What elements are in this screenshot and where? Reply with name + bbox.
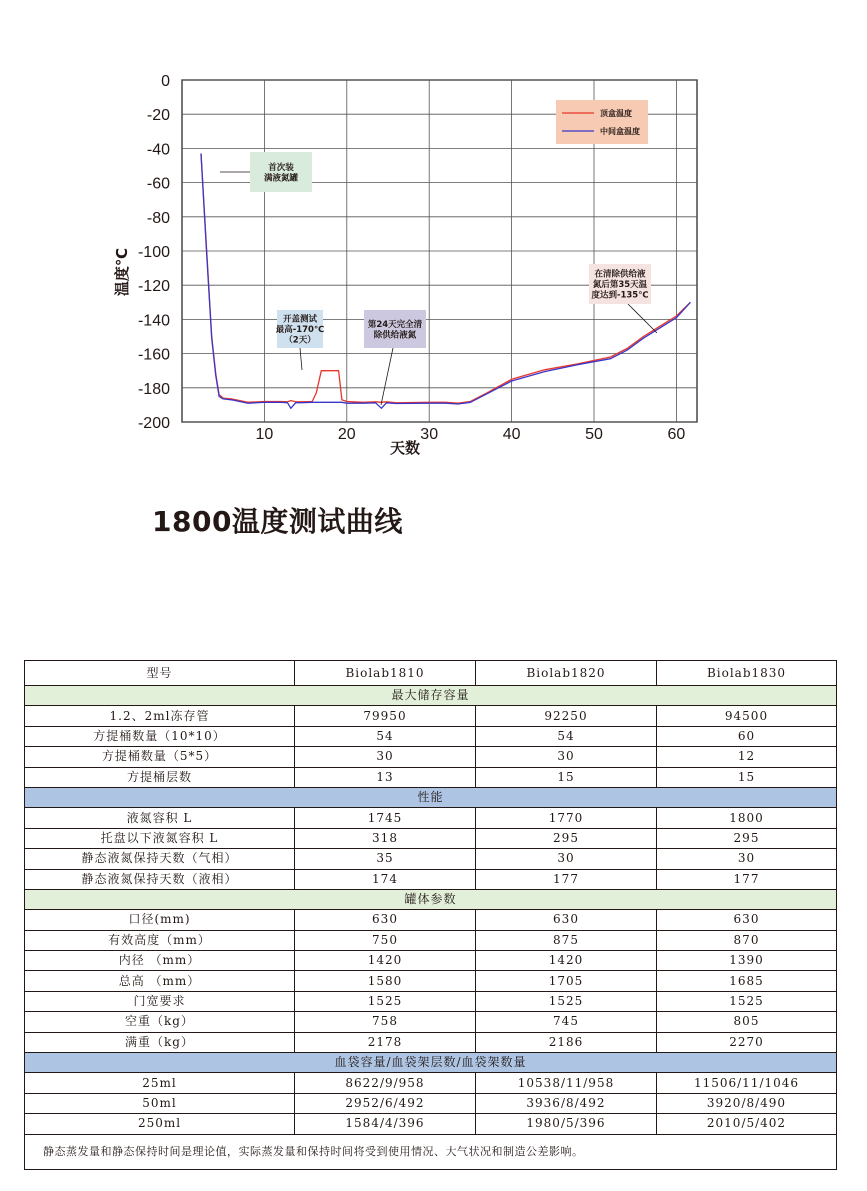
table-cell: 875 <box>476 930 657 950</box>
annotation-leader <box>628 304 657 333</box>
table-cell: 1525 <box>657 991 837 1011</box>
table-cell: 92250 <box>476 706 657 726</box>
table-cell: 79950 <box>295 706 476 726</box>
table-cell: 2952/6/492 <box>295 1093 476 1113</box>
table-cell: 1525 <box>295 991 476 1011</box>
table-cell: 870 <box>657 930 837 950</box>
legend-box <box>556 100 648 144</box>
table-row <box>25 1032 837 1052</box>
table-cell: 318 <box>295 828 476 848</box>
y-tick-label: -80 <box>146 209 170 227</box>
table-cell: 177 <box>657 869 837 889</box>
annotation-text: （2天） <box>284 335 316 346</box>
legend-entry: 中间盒温度 <box>600 127 640 136</box>
table-row <box>25 1073 837 1093</box>
table-cell: 2186 <box>476 1032 657 1052</box>
x-tick-label: 60 <box>667 426 686 443</box>
y-tick-label: -60 <box>146 175 170 193</box>
table-cell: 11506/11/1046 <box>657 1073 837 1093</box>
annotation-text: 氮后第35天温 <box>592 280 648 290</box>
table-cell: 2270 <box>657 1032 837 1052</box>
table-cell: 630 <box>295 910 476 930</box>
table-cell: 液氮容积 L <box>25 808 295 828</box>
table-cell: Biolab1810 <box>295 661 476 686</box>
table-cell: 满重（kg） <box>25 1032 295 1052</box>
chart-annotations <box>220 152 657 405</box>
table-cell: 758 <box>295 1012 476 1032</box>
section-title: 最大储存容量 <box>25 686 837 706</box>
y-tick-label: -40 <box>146 141 170 159</box>
table-cell: 750 <box>295 930 476 950</box>
x-tick-label: 40 <box>502 426 521 443</box>
annotation-text: 开盖测试 <box>282 314 318 325</box>
table-cell: 805 <box>657 1012 837 1032</box>
x-tick-label: 50 <box>585 426 603 443</box>
table-cell: 方提桶层数 <box>25 767 295 787</box>
table-cell: 1420 <box>295 951 476 971</box>
table-cell: 1685 <box>657 971 837 991</box>
section-header-row <box>25 686 837 706</box>
chart-legend <box>556 100 648 144</box>
annotation-text: 在清除供给液 <box>594 269 646 280</box>
x-axis-label: 天数 <box>389 439 421 457</box>
table-cell: 静态液氮保持天数（液相） <box>25 869 295 889</box>
table-cell: 3936/8/492 <box>476 1093 657 1113</box>
y-tick-label: -200 <box>137 415 170 432</box>
table-cell: 1745 <box>295 808 476 828</box>
table-cell: 2178 <box>295 1032 476 1052</box>
table-cell: Biolab1830 <box>657 661 837 686</box>
table-row <box>25 726 837 746</box>
table-note: 静态蒸发量和静态保持时间是理论值，实际蒸发量和保持时间将受到使用情况、大气状况和制造公差影响。 <box>25 1134 837 1169</box>
legend-entry: 顶盒温度 <box>600 109 632 118</box>
table-cell: 1770 <box>476 808 657 828</box>
table-cell: 94500 <box>657 706 837 726</box>
table-cell: 1420 <box>476 951 657 971</box>
table-cell: 60 <box>657 726 837 746</box>
table-cell: 54 <box>295 726 476 746</box>
y-tick-label: -160 <box>137 346 170 364</box>
x-tick-label: 10 <box>255 426 274 443</box>
table-cell: 13 <box>295 767 476 787</box>
table-cell: 630 <box>657 910 837 930</box>
table-row <box>25 951 837 971</box>
spec-table <box>24 660 837 1170</box>
table-cell: 静态液氮保持天数（气相） <box>25 849 295 869</box>
annotation-leader <box>300 348 302 370</box>
table-header-row <box>25 661 837 686</box>
table-cell: 54 <box>476 726 657 746</box>
annotation-text: 满液氮罐 <box>263 173 299 184</box>
table-cell: 1580 <box>295 971 476 991</box>
y-tick-label: -20 <box>146 107 170 125</box>
y-tick-label: -180 <box>137 380 170 398</box>
table-cell: 30 <box>476 849 657 869</box>
table-row <box>25 1114 837 1134</box>
table-cell: 250ml <box>25 1114 295 1134</box>
table-cell: 空重（kg） <box>25 1012 295 1032</box>
note-row <box>25 1134 837 1169</box>
table-cell: 门宽要求 <box>25 991 295 1011</box>
temperature-chart <box>0 0 867 470</box>
table-cell: 295 <box>476 828 657 848</box>
annotation-text: 第24天完全清 <box>367 319 423 330</box>
table-row <box>25 747 837 767</box>
table-cell: 3920/8/490 <box>657 1093 837 1113</box>
table-cell: 745 <box>476 1012 657 1032</box>
x-tick-label: 20 <box>337 426 356 443</box>
table-row <box>25 706 837 726</box>
table-row <box>25 869 837 889</box>
annotation-text: 除供给液氮 <box>373 330 417 341</box>
table-row <box>25 1012 837 1032</box>
x-tick-label: 30 <box>420 426 439 443</box>
table-row <box>25 828 837 848</box>
table-row <box>25 849 837 869</box>
table-cell: 177 <box>476 869 657 889</box>
table-cell: 口径(mm) <box>25 910 295 930</box>
y-tick-label: -100 <box>137 244 170 261</box>
table-cell: 30 <box>476 747 657 767</box>
table-cell: 内径 （mm） <box>25 951 295 971</box>
table-cell: 10538/11/958 <box>476 1073 657 1093</box>
page-title: 1800温度测试曲线 <box>152 505 403 538</box>
table-cell: 型号 <box>25 661 295 686</box>
table-cell: 15 <box>476 767 657 787</box>
table-cell: 1390 <box>657 951 837 971</box>
section-header-row <box>25 889 837 909</box>
table-cell: 方提桶数量（10*10） <box>25 726 295 746</box>
table-cell: 630 <box>476 910 657 930</box>
table-cell: 174 <box>295 869 476 889</box>
table-row <box>25 910 837 930</box>
annotation-text: 首次装 <box>268 162 294 173</box>
table-cell: 35 <box>295 849 476 869</box>
table-cell: 1.2、2ml冻存管 <box>25 706 295 726</box>
section-title: 罐体参数 <box>25 889 837 909</box>
table-cell: 15 <box>657 767 837 787</box>
table-row <box>25 991 837 1011</box>
section-header-row <box>25 787 837 807</box>
table-cell: 25ml <box>25 1073 295 1093</box>
table-cell: 1980/5/396 <box>476 1114 657 1134</box>
section-title: 血袋容量/血袋架层数/血袋架数量 <box>25 1053 837 1073</box>
table-row <box>25 808 837 828</box>
table-cell: 方提桶数量（5*5） <box>25 747 295 767</box>
annotation-leader <box>381 348 393 405</box>
table-cell: 1584/4/396 <box>295 1114 476 1134</box>
table-cell: 12 <box>657 747 837 767</box>
annotation-text: 最高-170℃ <box>275 325 325 335</box>
table-row <box>25 767 837 787</box>
table-row <box>25 971 837 991</box>
table-cell: 30 <box>657 849 837 869</box>
table-cell: Biolab1820 <box>476 661 657 686</box>
table-cell: 1800 <box>657 808 837 828</box>
table-cell: 8622/9/958 <box>295 1073 476 1093</box>
y-tick-label: 0 <box>161 73 170 90</box>
table-cell: 1705 <box>476 971 657 991</box>
table-row <box>25 1093 837 1113</box>
table-row <box>25 930 837 950</box>
y-tick-label: -140 <box>137 312 170 330</box>
table-cell: 295 <box>657 828 837 848</box>
table-cell: 有效高度（mm） <box>25 930 295 950</box>
table-cell: 托盘以下液氮容积 L <box>25 828 295 848</box>
annotation-text: 度达到-135℃ <box>591 290 649 301</box>
section-title: 性能 <box>25 787 837 807</box>
table-cell: 2010/5/402 <box>657 1114 837 1134</box>
y-tick-label: -120 <box>137 278 170 296</box>
table-cell: 1525 <box>476 991 657 1011</box>
table-cell: 总高 （mm） <box>25 971 295 991</box>
section-header-row <box>25 1053 837 1073</box>
y-axis-label: 温度℃ <box>113 247 131 297</box>
table-cell: 30 <box>295 747 476 767</box>
table-cell: 50ml <box>25 1093 295 1113</box>
